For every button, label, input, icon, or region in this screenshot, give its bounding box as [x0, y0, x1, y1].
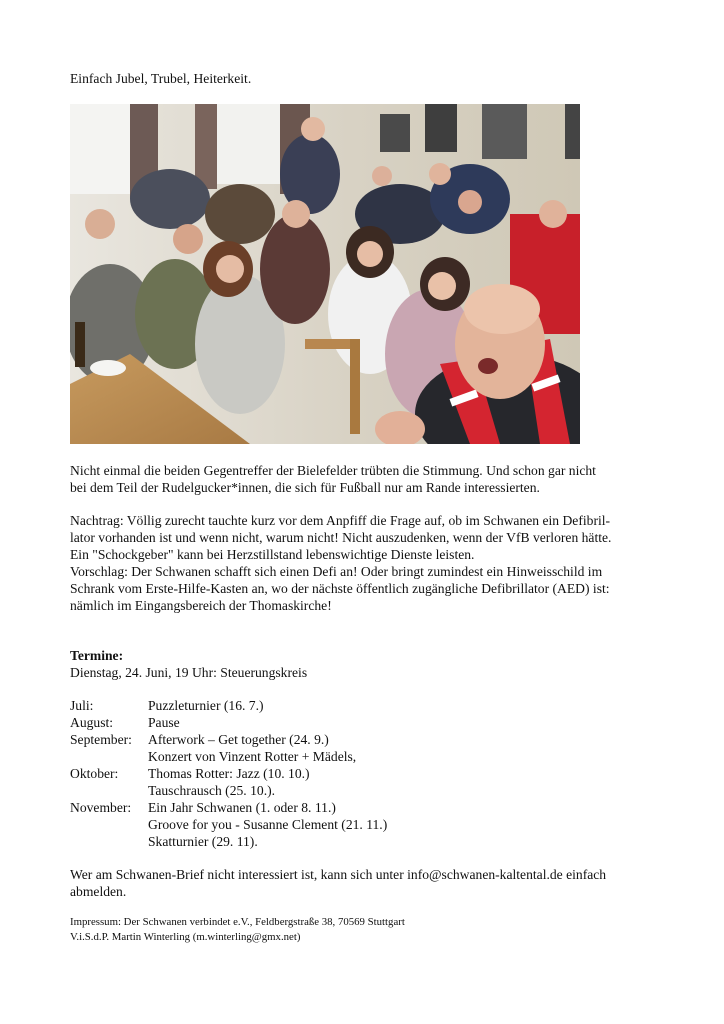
termine-heading: Termine:	[70, 648, 124, 663]
postscript-line-2: lator vorhanden ist und wenn nicht, warum nicht! Nicht auszudenken, wenn der VfB verloren hätte.	[70, 530, 612, 545]
termine-row-value: Ein Jahr Schwanen (1. oder 8. 11.)	[148, 800, 336, 815]
proposal-line-2: Schrank vom Erste-Hilfe-Kasten an, wo der nächste öffentlich zugängliche Defibrillator (AED) ist:	[70, 581, 610, 596]
termine-row	[70, 748, 356, 765]
termine-row-label: September:	[70, 732, 132, 747]
termine-row	[70, 765, 310, 782]
proposal-line-3: nämlich im Eingangsbereich der Thomaskirche!	[70, 598, 332, 613]
termine-row-value: Puzzleturnier (16. 7.)	[148, 698, 264, 713]
report-line-2: bei dem Teil der Rudelgucker*innen, die sich für Fußball nur am Rande interessierten.	[70, 480, 540, 495]
termine-row	[70, 782, 275, 799]
termine-row	[70, 799, 336, 816]
termine-row	[70, 816, 387, 833]
crowd-celebrating-photo	[70, 104, 580, 444]
termine-first-entry: Dienstag, 24. Juni, 19 Uhr: Steuerungskreis	[70, 665, 308, 680]
postscript-line-1: Nachtrag: Völlig zurecht tauchte kurz vor dem Anpfiff die Frage auf, ob im Schwanen ein Defibril-	[70, 513, 611, 528]
report-line-1: Nicht einmal die beiden Gegentreffer der Bielefelder trübten die Stimmung. Und schon gar nicht	[70, 463, 596, 478]
termine-row	[70, 833, 258, 850]
termine-row-label: August:	[70, 715, 114, 730]
termine-row-value: Konzert von Vinzent Rotter + Mädels,	[148, 749, 357, 764]
intro-text: Einfach Jubel, Trubel, Heiterkeit.	[70, 71, 252, 86]
termine-row	[70, 697, 264, 714]
termine-row-label: Juli:	[70, 698, 94, 713]
unsubscribe-line-1: Wer am Schwanen-Brief nicht interessiert ist, kann sich unter info@schwanen-kaltental.de einfach	[70, 867, 607, 882]
termine-row-label: Oktober:	[70, 766, 119, 781]
termine-row	[70, 714, 180, 731]
impressum-line-2: V.i.S.d.P. Martin Winterling (m.winterling@gmx.net)	[70, 931, 301, 943]
termine-row-value: Skatturnier (29. 11).	[148, 834, 258, 849]
postscript-line-3: Ein "Schockgeber" kann bei Herzstillstand lebenswichtige Dienste leisten.	[70, 547, 475, 562]
termine-row-label: November:	[70, 800, 132, 815]
termine-row-value: Tauschrausch (25. 10.).	[148, 783, 276, 798]
impressum-line-1: Impressum: Der Schwanen verbindet e.V., Feldbergstraße 38, 70569 Stuttgart	[70, 916, 405, 928]
termine-row-value: Thomas Rotter: Jazz (10. 10.)	[148, 766, 310, 781]
termine-row-value: Pause	[148, 715, 180, 730]
proposal-line-1: Vorschlag: Der Schwanen schafft sich einen Defi an! Oder bringt zumindest ein Hinweisschild im	[70, 564, 603, 579]
termine-row	[70, 731, 329, 748]
termine-row-value: Afterwork – Get together (24. 9.)	[148, 732, 329, 747]
unsubscribe-line-2: abmelden.	[70, 884, 127, 899]
termine-row-value: Groove for you - Susanne Clement (21. 11.)	[148, 817, 388, 832]
